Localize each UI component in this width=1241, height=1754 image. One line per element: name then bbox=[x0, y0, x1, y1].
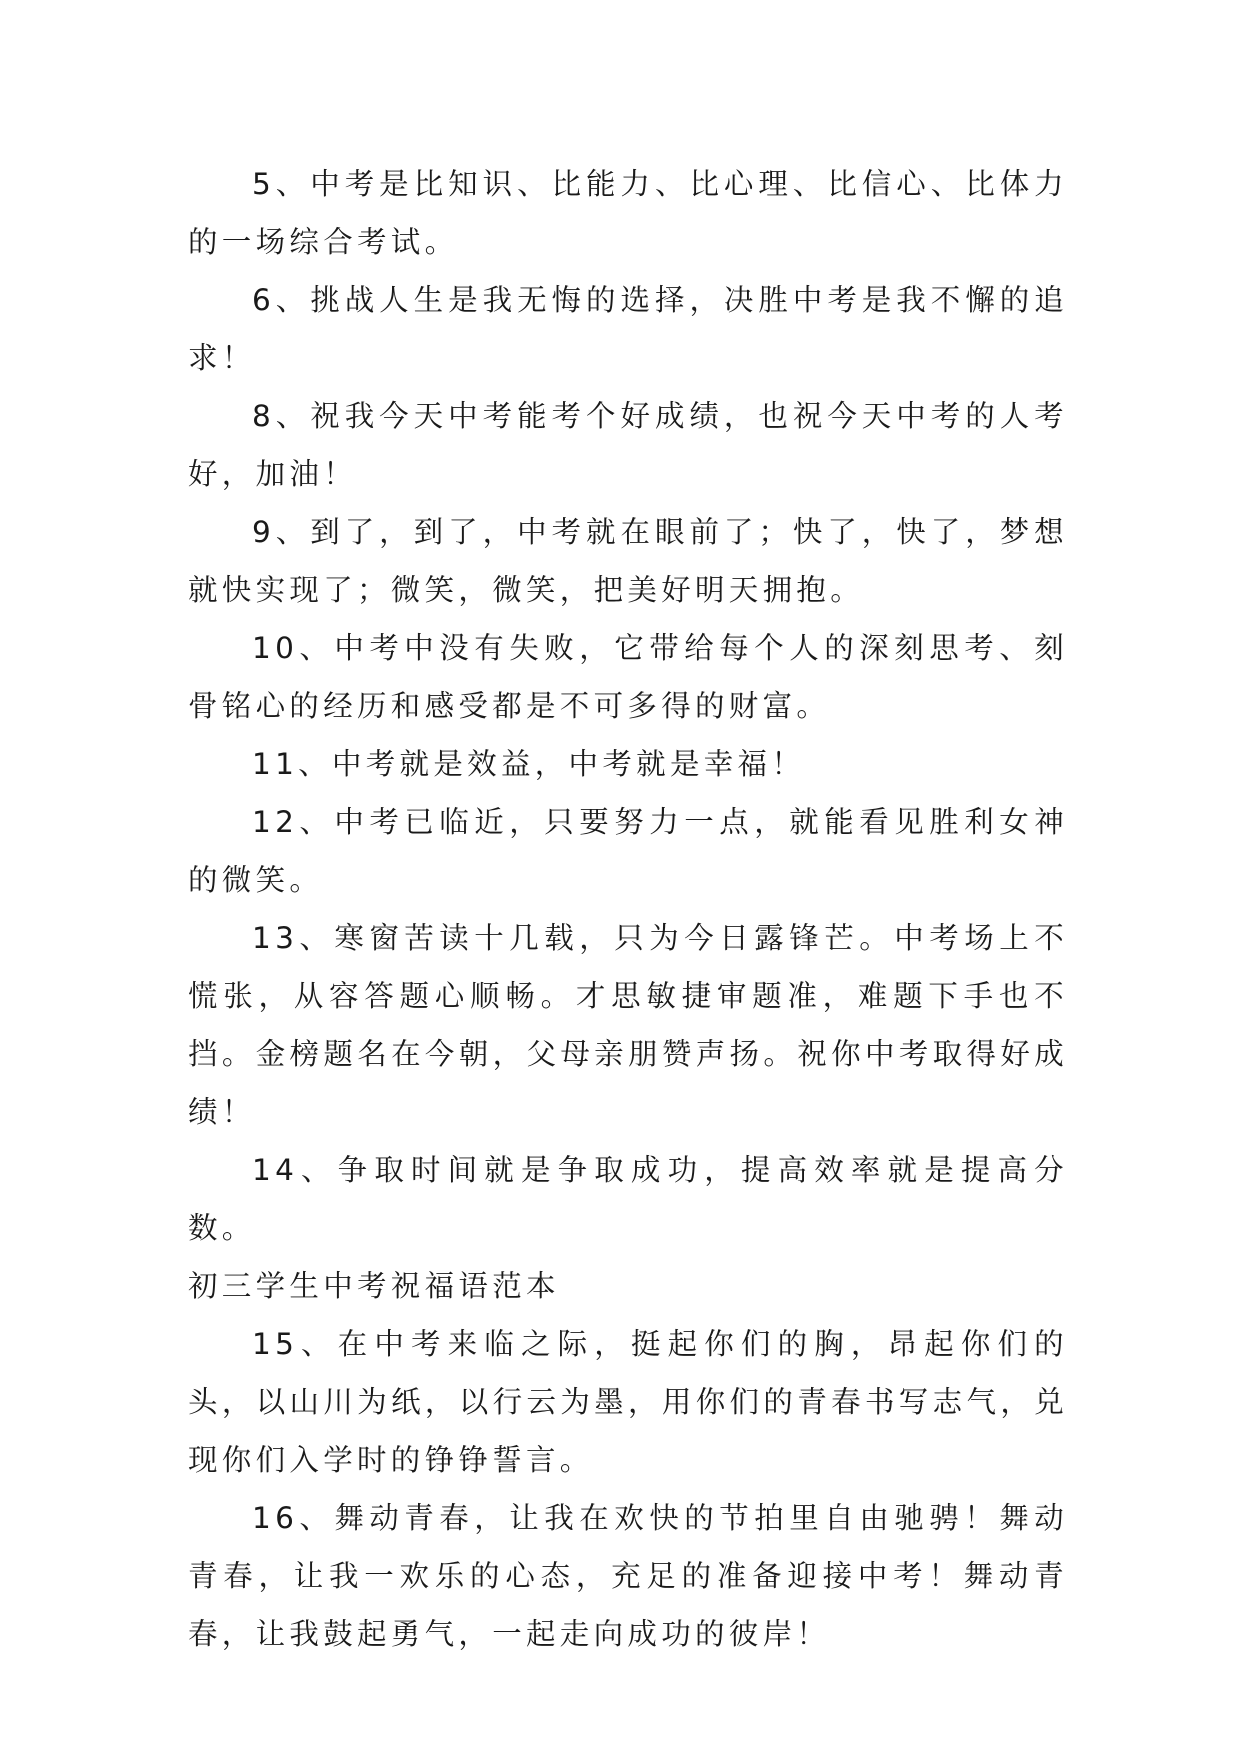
document-body bbox=[188, 155, 1068, 1663]
paragraph-item-6: 6、挑战人生是我无悔的选择，决胜中考是我不懈的追求！ bbox=[188, 283, 1068, 375]
section-heading: 初三学生中考祝福语范本 bbox=[188, 1269, 560, 1303]
paragraph-item-9: 9、到了，到了，中考就在眼前了；快了，快了，梦想就快实现了；微笑，微笑，把美好明天拥抱。 bbox=[188, 515, 1068, 607]
paragraph-item-12: 12、中考已临近，只要努力一点，就能看见胜利女神的微笑。 bbox=[188, 805, 1068, 897]
paragraph-item-14: 14、争取时间就是争取成功，提高效率就是提高分数。 bbox=[188, 1153, 1068, 1245]
paragraph-item-8: 8、祝我今天中考能考个好成绩，也祝今天中考的人考好，加油！ bbox=[188, 399, 1068, 491]
paragraph-item-11: 11、中考就是效益，中考就是幸福！ bbox=[252, 747, 806, 781]
paragraph-item-10: 10、中考中没有失败，它带给每个人的深刻思考、刻骨铭心的经历和感受都是不可多得的财富。 bbox=[188, 631, 1068, 723]
paragraph-item-13: 13、寒窗苦读十几载，只为今日露锋芒。中考场上不慌张，从容答题心顺畅。才思敏捷审题准，难题下手也不挡。金榜题名在今朝，父母亲朋赞声扬。祝你中考取得好成绩！ bbox=[188, 921, 1068, 1129]
paragraph-item-15: 15、在中考来临之际，挺起你们的胸，昂起你们的头，以山川为纸，以行云为墨，用你们的青春书写志气，兑现你们入学时的铮铮誓言。 bbox=[188, 1327, 1068, 1477]
paragraph-item-16: 16、舞动青春，让我在欢快的节拍里自由驰骋！舞动青春，让我一欢乐的心态，充足的准备迎接中考！舞动青春，让我鼓起勇气，一起走向成功的彼岸！ bbox=[188, 1501, 1068, 1651]
paragraph-item-5: 5、中考是比知识、比能力、比心理、比信心、比体力的一场综合考试。 bbox=[188, 167, 1068, 259]
